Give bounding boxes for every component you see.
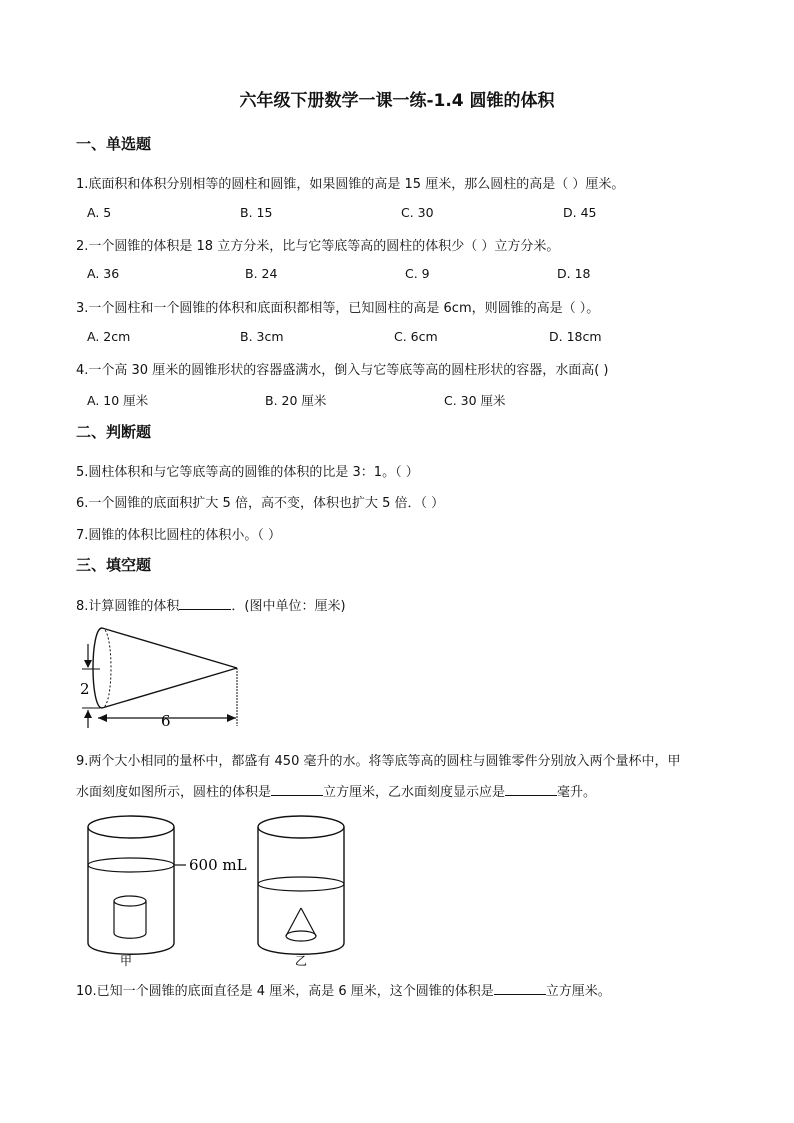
section-heading-single-choice: 一、单选题 bbox=[76, 135, 152, 153]
question-7: 7.圆锥的体积比圆柱的体积小。（ ） bbox=[76, 528, 282, 543]
q8-text-after: ．(图中单位：厘米) bbox=[231, 599, 346, 614]
cup-yi-label: 乙 bbox=[295, 954, 308, 968]
q9-answer-blank-1 bbox=[271, 783, 323, 796]
q8-text-before: 8.计算圆锥的体积 bbox=[76, 599, 180, 614]
measuring-cups-figure bbox=[86, 808, 356, 970]
question-8 bbox=[76, 595, 346, 614]
cup-jia-label: 甲 bbox=[120, 954, 133, 968]
q3-option-d: D. 18cm bbox=[549, 329, 602, 344]
q4-option-c: C. 30 厘米 bbox=[444, 393, 506, 408]
cone-height-label: 6 bbox=[161, 712, 171, 730]
q10-text-after: 立方厘米。 bbox=[545, 984, 611, 999]
q4-option-a: A. 10 厘米 bbox=[87, 393, 149, 408]
q1-option-a: A. 5 bbox=[87, 205, 112, 220]
question-10 bbox=[76, 980, 611, 999]
q1-option-d: D. 45 bbox=[563, 205, 597, 220]
question-5: 5.圆柱体积和与它等底等高的圆锥的体积的比是 3：1。（ ） bbox=[76, 465, 419, 480]
cone-figure bbox=[70, 622, 250, 732]
q2-option-a: A. 36 bbox=[87, 266, 120, 281]
q2-option-c: C. 9 bbox=[405, 266, 430, 281]
page-title: 六年级下册数学一课一练-1.4 圆锥的体积 bbox=[239, 91, 555, 111]
q4-option-b: B. 20 厘米 bbox=[265, 393, 327, 408]
section-heading-fill-blank: 三、填空题 bbox=[76, 556, 152, 574]
q10-answer-blank bbox=[494, 982, 546, 995]
q3-option-a: A. 2cm bbox=[87, 329, 131, 344]
q8-answer-blank bbox=[179, 597, 231, 610]
q1-option-c: C. 30 bbox=[401, 205, 434, 220]
q2-option-d: D. 18 bbox=[557, 266, 591, 281]
q9-answer-blank-2 bbox=[505, 783, 557, 796]
q1-option-b: B. 15 bbox=[240, 205, 273, 220]
q9-text-c: 毫升。 bbox=[557, 785, 597, 800]
question-4: 4.一个高 30 厘米的圆锥形状的容器盛满水，倒入与它等底等高的圆柱形状的容器，水面高( ) bbox=[76, 363, 609, 378]
question-3: 3.一个圆柱和一个圆锥的体积和底面积都相等，已知圆柱的高是 6cm，则圆锥的高是（ ）。 bbox=[76, 301, 600, 316]
cup-volume-label: 600 mL bbox=[189, 856, 247, 874]
question-6: 6.一个圆锥的底面积扩大 5 倍，高不变，体积也扩大 5 倍．（ ） bbox=[76, 496, 445, 511]
question-9-line-2 bbox=[76, 781, 596, 800]
q2-option-b: B. 24 bbox=[245, 266, 278, 281]
question-1: 1.底面积和体积分别相等的圆柱和圆锥，如果圆锥的高是 15 厘米，那么圆柱的高是（ ）厘米。 bbox=[76, 177, 625, 192]
question-2: 2.一个圆锥的体积是 18 立方分米，比与它等底等高的圆柱的体积少（ ）立方分米。 bbox=[76, 239, 560, 254]
section-heading-true-false: 二、判断题 bbox=[76, 423, 152, 441]
q3-option-c: C. 6cm bbox=[394, 329, 438, 344]
question-9-line-1: 9.两个大小相同的量杯中，都盛有 450 毫升的水。将等底等高的圆柱与圆锥零件分别放入两个量杯中，甲 bbox=[76, 754, 681, 769]
q10-text-before: 10.已知一个圆锥的底面直径是 4 厘米，高是 6 厘米，这个圆锥的体积是 bbox=[76, 984, 494, 999]
q3-option-b: B. 3cm bbox=[240, 329, 284, 344]
cone-diameter-label: 2 bbox=[80, 680, 90, 698]
q9-text-b: 立方厘米，乙水面刻度显示应是 bbox=[323, 785, 506, 800]
q9-text-a: 水面刻度如图所示，圆柱的体积是 bbox=[76, 785, 272, 800]
